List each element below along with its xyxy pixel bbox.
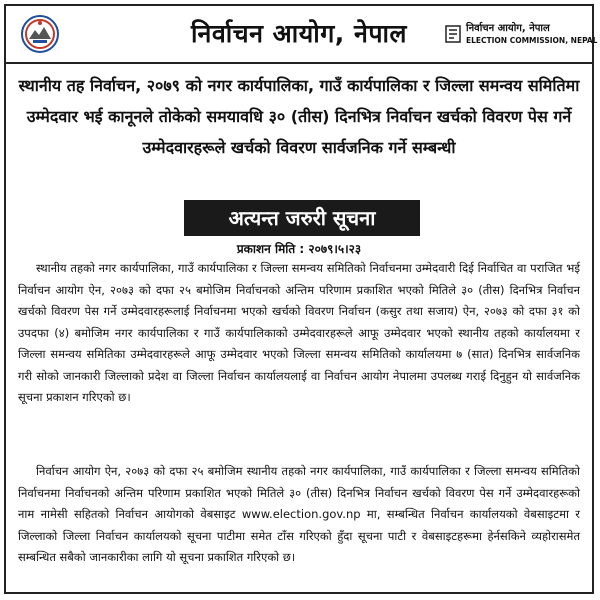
- urgent-notice-badge: अत्यन्त जरुरी सूचना: [184, 200, 420, 236]
- notice-header: [6, 6, 598, 64]
- election-commission-logo-icon: [444, 24, 462, 44]
- org-title: निर्वाचन आयोग, नेपाल: [191, 19, 407, 48]
- logo-text-nepali: निर्वाचन आयोग, नेपाल: [466, 23, 550, 34]
- logo-text-english: ELECTION COMMISSION, NEPAL: [466, 36, 598, 45]
- publication-date: प्रकाशन मिति : २०७९।५।२३: [236, 242, 362, 256]
- body-paragraph-1: स्थानीय तहको नगर कार्यपालिका, गाउँ कार्यपालिका र जिल्ला समन्वय समितिको निर्वाचनमा उम्मेदवारी दिई निर्वाचित वा पराजित भई निर्वाचन आयोग ऐन, २०७३ को दफा २५ बमोजिम निर्वाचनको अन्तिम परिणाम प्रकाशित भएको मितिले ३० (तीस) दिनभित्र निर्वाचन खर्चको विवरण पेस गर्ने उम्मेदवारहरूलाई निर्वाचनमा भएको खर्चको विवरण निर्वाचन (कसुर तथा सजाय) ऐन, २०७३ को दफा ३१ को उपदफा (४) बमोजिम नगर कार्यपालिका र गाउँ कार्यपालिकाको उम्मेदवारहरूले आफू उम्मेदवार भएको स्थानीय तहको कार्यालयमा र जिल्ला समन्वय समितिका उम्मेदवारहरूले आफू उम्मेदवार भएको जिल्ला समन्वय समितिको कार्यालयमा ७ (सात) दिनभित्र सार्वजनिक गरी सोको जानकारी जिल्लाको प्रदेश वा जिल्ला निर्वाचन कार्यालयलाई वा निर्वाचन आयोग नेपालमा उपलब्ध गराई दिनुहुन यो सार्वजनिक सूचना प्रकाशन गरिएको छ।: [18, 261, 580, 404]
- notice-headline: स्थानीय तह निर्वाचन, २०७९ को नगर कार्यपालिका, गाउँ कार्यपालिका र जिल्ला समन्वय समितिमा उम्मेदवार भई कानूनले तोकेको समयावधि ३० (तीस) दिनभित्र निर्वाचन खर्चको विवरण पेस गर्ने उम्मेदवारहरूले खर्चको विवरण सार्वजनिक गर्ने सम्बन्धी: [18, 76, 580, 157]
- election-commission-logo: [444, 18, 598, 52]
- body-paragraph-2: निर्वाचन आयोग ऐन, २०७३ को दफा २५ बमोजिम स्थानीय तहको नगर कार्यपालिका, गाउँ कार्यपालिका र जिल्ला समन्वय समितिको निर्वाचनमा निर्वाचनको अन्तिम परिणाम प्रकाशित भएको मितिले ३० (तीस) दिनभित्र निर्वाचन खर्चको विवरण पेस गर्ने उम्मेदवारहरूको नाम नामेसी सहितको निर्वाचन आयोगको वेबसाइट www.election.gov.np मा, सम्बन्धित निर्वाचन कार्यालयको वेबसाइटमा र जिल्लाको जिल्ला निर्वाचन कार्यालयको सूचना पाटीमा समेत टाँस गरिएको हुँदा सूचना पाटी र वेबसाइटहरूमा हेर्नसकिने व्यहोरासमेत सम्बन्धित सबैको जानकारीका लागि यो सूचना प्रकाशित गरिएको छ।: [18, 464, 580, 564]
- notice-frame: [4, 4, 598, 594]
